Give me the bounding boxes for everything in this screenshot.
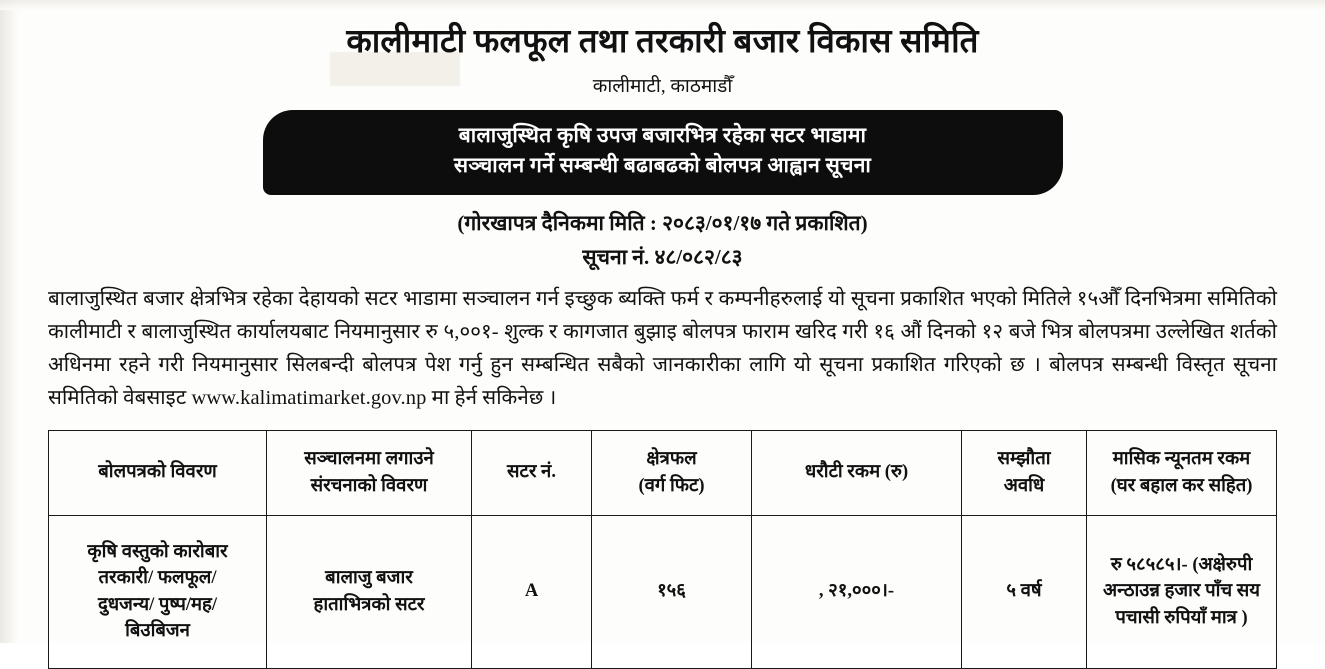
header-line-1: मासिक न्यूनतम रकम [1112, 449, 1251, 470]
notice-body-paragraph: बालाजुस्थित बजार क्षेत्रभित्र रहेका देहायको सटर भाडामा सञ्चालन गर्न इच्छुक ब्यक्ति फर्म र कम्पनीहरुलाई यो सूचना प्रकाशित भएको मितिले १५औँ दिनभित्रमा समितिको कालीमाटी र बालाजुस्थित कार्यालयबाट नियमानुसार रु ५,००१- शुल्क र कागजात बुझाइ बोलपत्र फाराम खरिद गरी १६ औं दिनको १२ बजे भित्र बोलपत्रमा उल्लेखित शर्तको अधिनमा रहने गरी नियमानुसार सिलबन्दी बोलपत्र पेश गर्नु हुन सम्बन्धित सबैको जानकारीका लागि यो सूचना प्रकाशित गरिएको छ । बोलपत्र सम्बन्धी विस्तृत सूचना समितिको वेबसाइट www.kalimatimarket.gov.np मा हेर्न सकिनेछ । [48, 287, 1277, 410]
monthly-line-3: पचासी रुपियाँ मात्र ) [1115, 607, 1248, 628]
table-header-cell [472, 430, 592, 515]
desc-line-3: दुधजन्य/ पुष्प/मह/ [97, 594, 218, 615]
table-header-cell [752, 430, 962, 515]
desc-line-2: तरकारी/ फलफूल/ [98, 568, 217, 589]
header-line-2: (घर बहाल कर सहित) [1110, 475, 1253, 496]
header-line-1: बोलपत्रको विवरण [98, 462, 217, 483]
table-header-cell [592, 430, 752, 515]
cell-contract-duration: ५ वर्ष [962, 515, 1087, 668]
table-row [49, 515, 1277, 668]
header-line-2: अवधि [1003, 475, 1045, 496]
header-line-2: (वर्ग फिट) [638, 475, 705, 496]
cell-area: १५६ [592, 515, 752, 668]
header-line-1: क्षेत्रफल [646, 449, 697, 470]
table-header-cell [962, 430, 1087, 515]
structure-line-1: बालाजु बजार [325, 568, 413, 589]
structure-line-2: हाताभित्रको सटर [313, 594, 425, 615]
cell-bid-description [49, 515, 267, 668]
header-line-1: सञ्चालनमा लगाउने [304, 449, 434, 470]
desc-line-1: कृषि वस्तुको कारोबार [87, 542, 228, 563]
header-line-1: धरौटी रकम (रु) [804, 462, 909, 483]
table-header-cell [49, 430, 267, 515]
notice-banner [263, 110, 1063, 195]
banner-line-2: सञ्चालन गर्ने सम्बन्धी बढाबढको बोलपत्र आह्वान सूचना [453, 153, 872, 178]
monthly-line-2: अन्ठाउन्न हजार पाँच सय [1102, 581, 1261, 602]
desc-line-4: बिउबिजन [125, 620, 190, 641]
header-line-1: सटर नं. [507, 462, 556, 483]
organization-title: कालीमाटी फलफूल तथा तरकारी बजार विकास समिति [346, 24, 979, 60]
cell-structure-description [267, 515, 472, 668]
table-header-cell [1087, 430, 1277, 515]
organization-address: कालीमाटी, काठमाडौँ [592, 75, 733, 97]
notice-table [48, 430, 1277, 669]
cell-shutter-number: A [472, 515, 592, 668]
header-line-1: सम्झौता [997, 449, 1051, 470]
monthly-line-1: रु ५८५८५।- (अक्षेरुपी [1110, 555, 1253, 576]
banner-line-1: बालाजुस्थित कृषि उपज बजारभित्र रहेका सटर भाडामा [458, 122, 867, 147]
gazette-publication-line: (गोरखापत्र दैनिकमा मिति : २०८३/०१/१७ गते प्रकाशित) [457, 210, 868, 235]
table-header-row [49, 430, 1277, 515]
cell-monthly-minimum-amount [1087, 515, 1277, 668]
table-header-cell [267, 430, 472, 515]
cell-deposit-amount: , २१,०००।- [752, 515, 962, 668]
notice-number: सूचना नं. ४८/०८२/८३ [582, 244, 743, 269]
header-line-2: संरचनाको विवरण [310, 475, 428, 496]
banner-wrapper [48, 110, 1277, 195]
